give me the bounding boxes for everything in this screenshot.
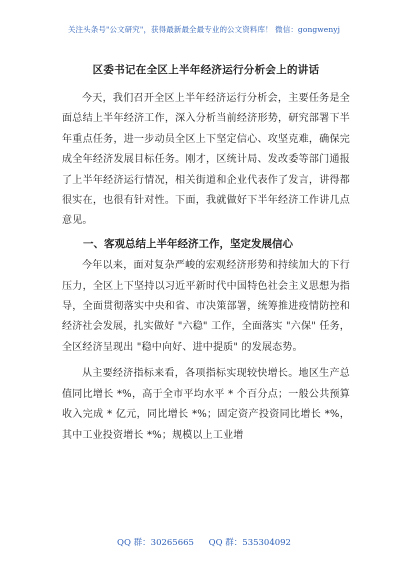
document-body [62,62,350,446]
section-1-paragraph-2: 从主要经济指标来看，各项指标实现较快增长。地区生产总值同比增长 *%，高于全市平均水平 * 个百分点；一般公共预算收入完成 * 亿元，同比增长 *%；固定资产投资同比增长 *%，其中工业投资增长 *%；规模以上工业增 [62,368,350,441]
footer-qq-group-1: QQ 群：30265665 [117,538,194,548]
section-1-paragraph-1: 今年以来，面对复杂严峻的宏观经济形势和持续加大的下行压力，全区上下坚持以习近平新时代中国特色社会主义思想为指导，全面贯彻落实中央和省、市决策部署，统筹推进疫情防控和经济社会发展，扎实做好 "六稳" 工作，全面落实 "六保" 任务，全区经济呈现出 "稳中向好、进中提质" 的发展态势。 [62,260,350,353]
footer-contact [0,536,408,548]
section-heading-1: 一、客观总结上半年经济工作，坚定发展信心 [83,237,293,250]
intro-paragraph: 今天，我们召开全区上半年经济运行分析会，主要任务是全面总结上半年经济工作，深入分析当前经济形势，研究部署下半年重点任务，进一步动员全区上下坚定信心、攻坚克难，确保完成全年经济发展目标任务。刚才，区统计局、发改委等部门通报了上半年经济运行情况，相关街道和企业代表作了发言，讲得都很实在，也很有针对性。下面，我就做好下半年经济工作讲几点意见。 [62,93,350,227]
header-watermark-note: 关注头条号"公文研究"，获得最新最全最专业的公文资料库！ 微信：gongwenyj [67,25,341,34]
document-title: 区委书记在全区上半年经济运行分析会上的讲话 [92,64,320,76]
footer-qq-group-2: QQ 群：535304092 [208,538,291,548]
